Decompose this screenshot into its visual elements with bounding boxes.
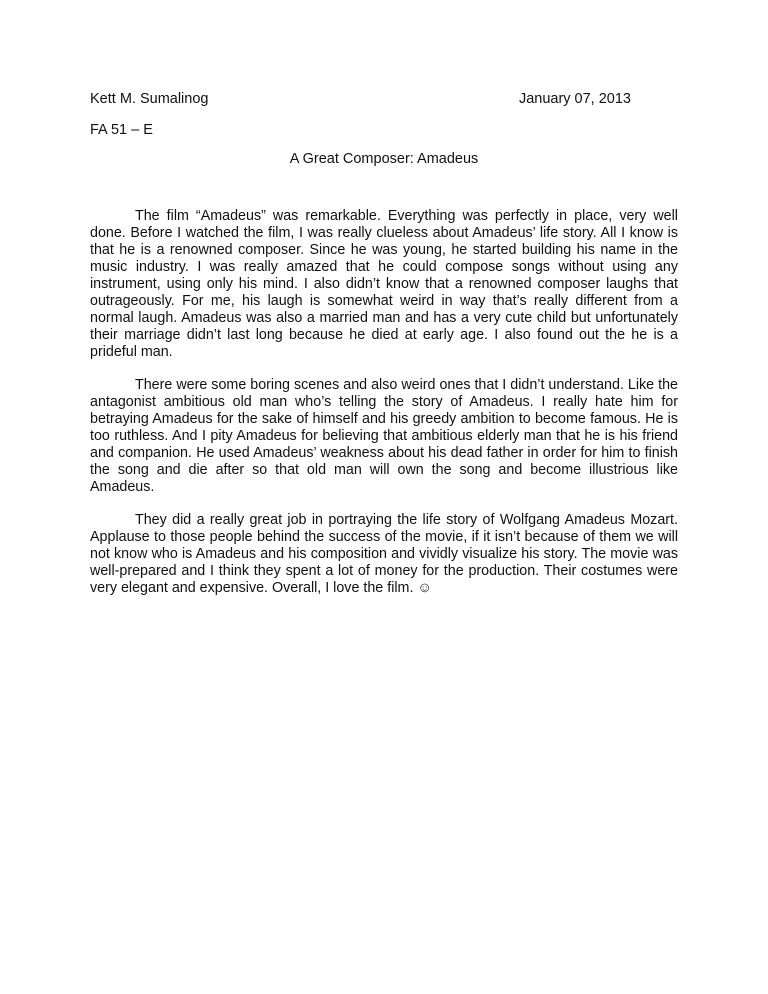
paragraph-3: They did a really great job in portraying the life story of Wolfgang Amadeus Mozart. Applause to those people behind the success of the movie, if it isn’t because of them we will not know who is Amadeus and his composition and vividly visualize his story. The movie was well-prepared and I think they spent a lot of money for the production. Their costumes were very elegant and expensive. Overall, I love the film. ☺	[90, 512, 678, 596]
author-name: Kett M. Sumalinog	[90, 91, 209, 107]
document-title: A Great Composer: Amadeus	[289, 151, 479, 167]
essay-body	[90, 208, 678, 613]
paragraph-1: The film “Amadeus” was remarkable. Everything was perfectly in place, very well done. Before I watched the film, I was really clueless about Amadeus’ life story. All I know is that he is a renowned composer. Since he was young, he started building his name in the music industry. I was really amazed that he could compose songs without using any instrument, using only his mind. I also didn’t know that a renowned composer laughs that outrageously. For me, his laugh is somewhat weird in way that’s really different from a normal laugh. Amadeus was also a married man and has a very cute child but unfortunately their marriage didn’t last long because he died at early age. I also found out the he is a prideful man.	[90, 208, 678, 360]
document-header	[90, 89, 635, 109]
paragraph-2: There were some boring scenes and also weird ones that I didn’t understand. Like the antagonist ambitious old man who’s telling the story of Amadeus. I really hate him for betraying Amadeus for the sake of himself and his greedy ambition to become famous. He is too ruthless. And I pity Amadeus for believing that ambitious elderly man that he is his friend and companion. He used Amadeus’ weakness about his dead father in order for him to finish the song and die after so that old man will own the song and become illustrious like Amadeus.	[90, 377, 678, 495]
course-code: FA 51 – E	[90, 122, 153, 138]
document-date: January 07, 2013	[518, 91, 631, 107]
